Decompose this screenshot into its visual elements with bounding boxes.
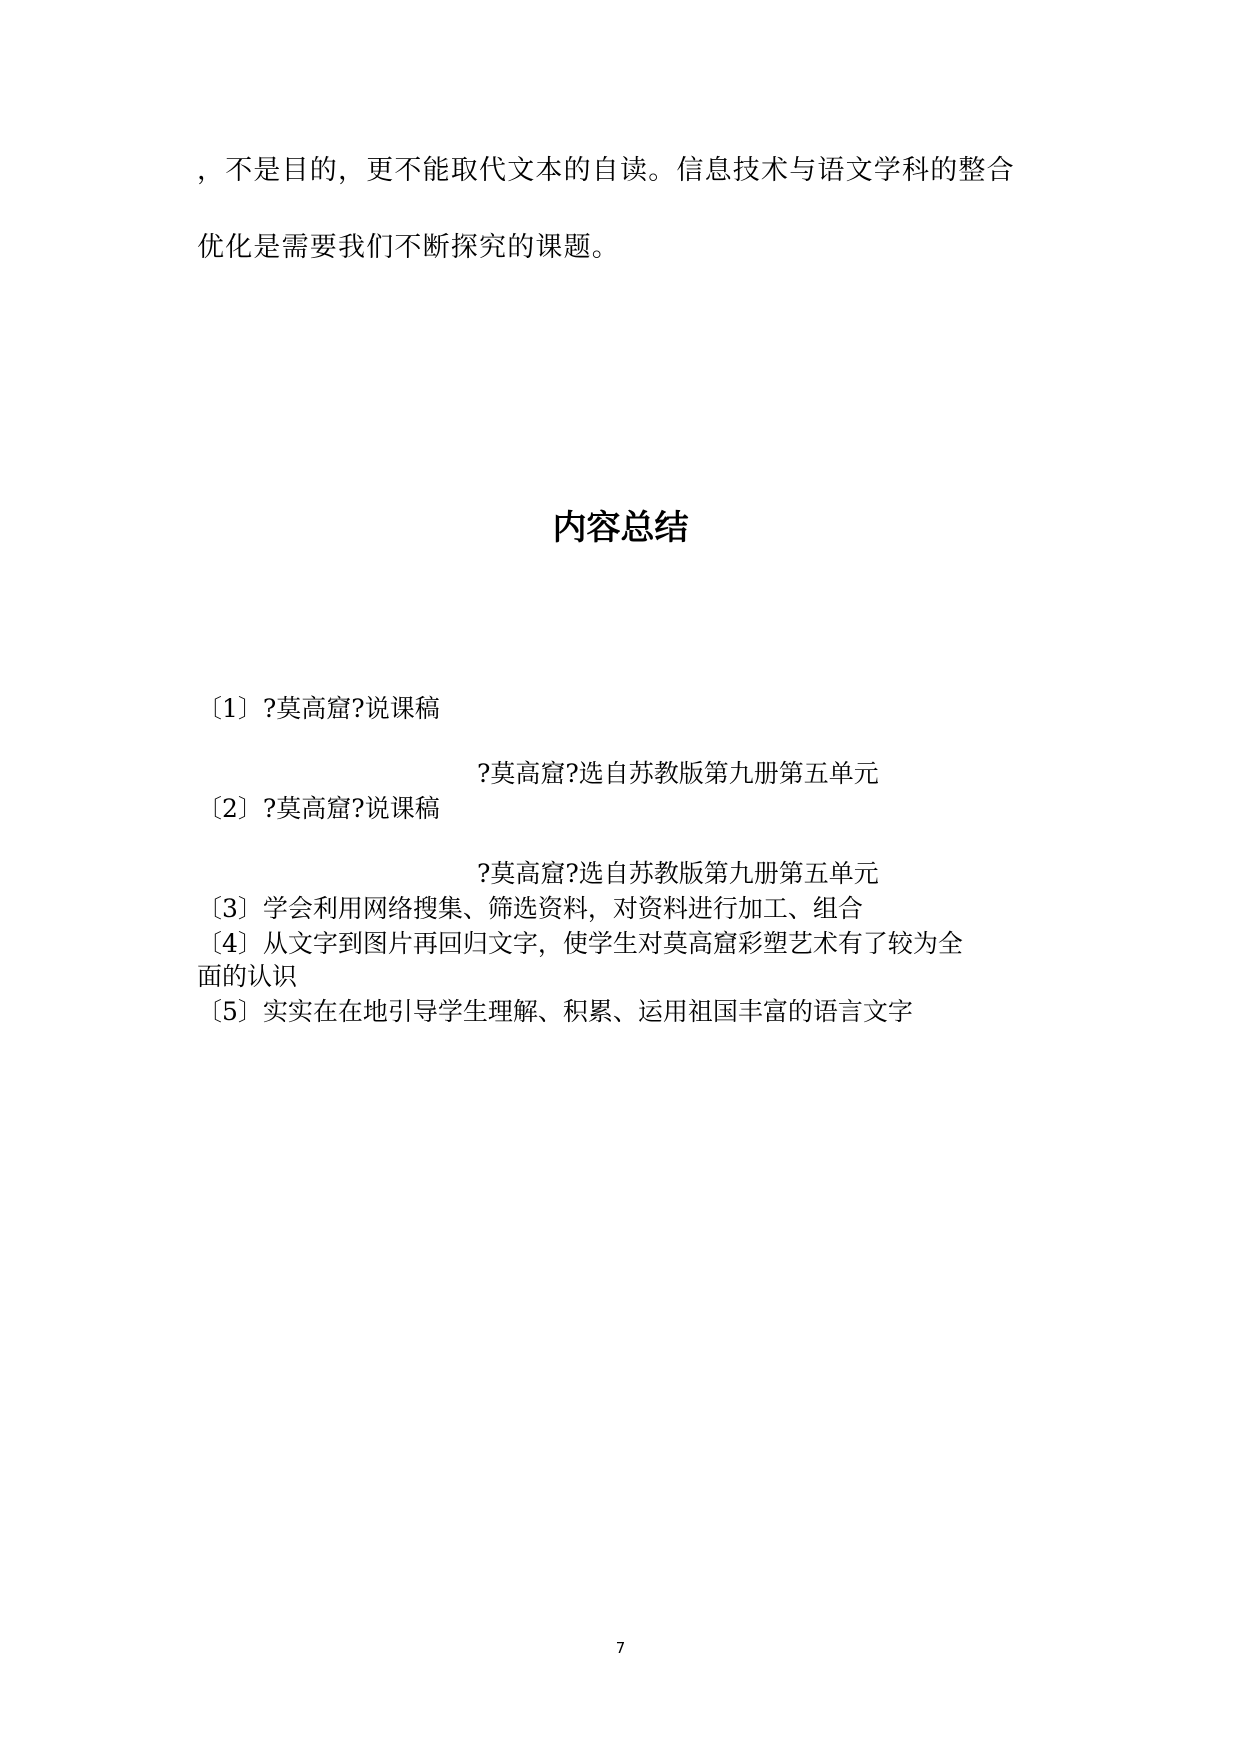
summary-item: 〔3〕学会利用网络搜集、筛选资料，对资料进行加工、组合 xyxy=(197,894,863,923)
section-title: 内容总结 xyxy=(552,508,689,548)
body-text-line: 优化是需要我们不断探究的课题。 xyxy=(197,232,620,263)
summary-item: 〔2〕?莫高窟?说课稿 xyxy=(197,794,440,823)
summary-item-source: ?莫高窟?选自苏教版第九册第五单元 xyxy=(477,759,879,788)
page-number: 7 xyxy=(615,1639,626,1657)
summary-item: 〔5〕实实在在地引导学生理解、积累、运用祖国丰富的语言文字 xyxy=(197,997,913,1026)
summary-item: 〔4〕从文字到图片再回归文字，使学生对莫高窟彩塑艺术有了较为全 xyxy=(197,929,963,958)
summary-item-source: ?莫高窟?选自苏教版第九册第五单元 xyxy=(477,859,879,888)
summary-item-continuation: 面的认识 xyxy=(197,962,298,991)
summary-item: 〔1〕?莫高窟?说课稿 xyxy=(197,694,440,723)
body-text-line: ，不是目的，更不能取代文本的自读。信息技术与语文学科的整合 xyxy=(197,155,1015,186)
